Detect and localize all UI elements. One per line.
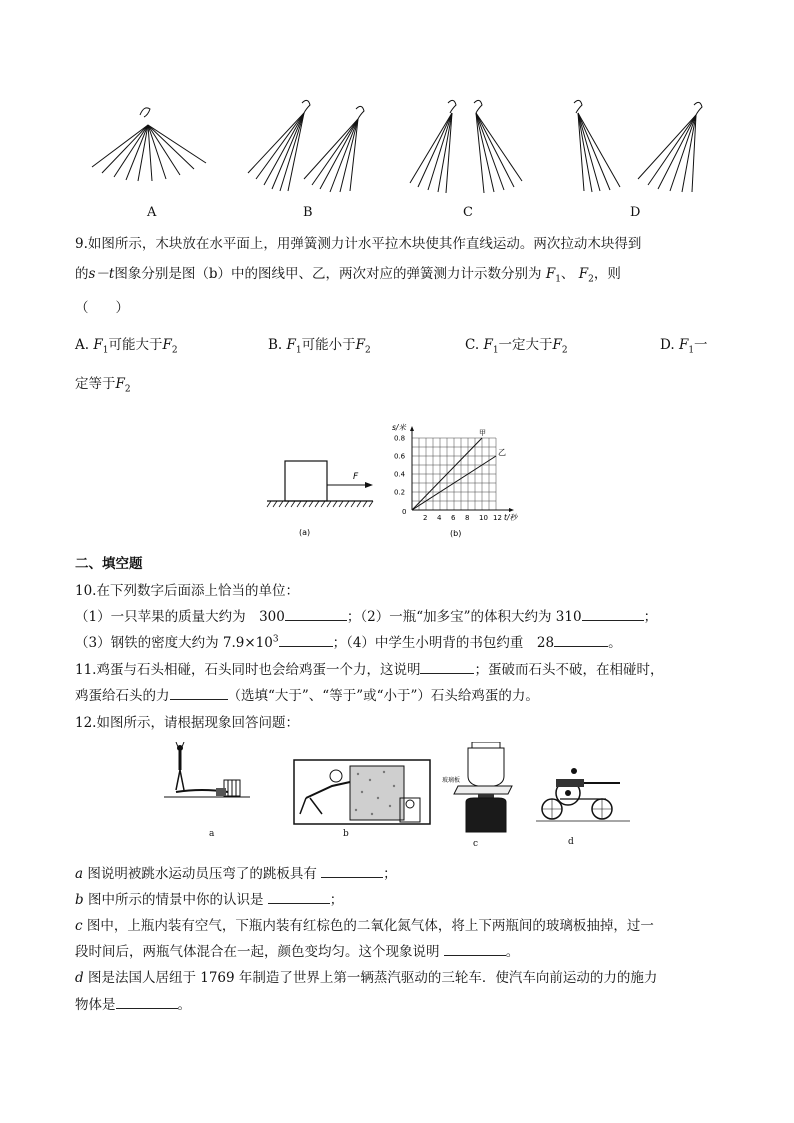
blank-q12-a[interactable] — [321, 863, 383, 878]
figure-label-a: A — [147, 205, 157, 220]
q12-c-line2: 段时间后，两瓶气体混合在一起，颜色变均匀。这个现象说明 。 — [75, 940, 519, 960]
y-tick-label: 0.6 — [394, 452, 406, 461]
force-label: F — [353, 472, 359, 482]
y-tick-label: 0.8 — [394, 434, 406, 443]
x-tick-label: 2 — [423, 514, 428, 522]
q11-line1: 11.鸡蛋与石头相碰，石头同时也会给鸡蛋一个力，这说明 ；蛋破而石头不破，在相碰时， — [75, 658, 663, 678]
blank-q12-b[interactable] — [268, 889, 330, 904]
y-axis-label: s/米 — [392, 423, 406, 432]
origin-label: 0 — [402, 508, 407, 516]
x-tick-label: 12 — [493, 514, 502, 522]
x-tick-label: 6 — [451, 514, 456, 522]
q9-paren: （ ） — [75, 300, 129, 316]
q10-line1: （1）一只苹果的质量大约为 300 ；（2）一瓶“加多宝”的体积大约为 310 ； — [75, 605, 657, 625]
q10-title: 10.在下列数字后面添上恰当的单位： — [75, 583, 299, 599]
blank-q10-1[interactable] — [285, 606, 347, 621]
figure-d — [574, 100, 702, 192]
q9-option-d-cont: 定等于$F_2$ — [75, 376, 131, 395]
x-axis-arrow — [509, 508, 514, 512]
section-title-fill-blank: 二、填空题 — [75, 556, 143, 572]
x-tick-label: 4 — [437, 514, 442, 522]
q12-c-line1: c 图中，上瓶内装有空气，下瓶内装有红棕色的二氧化氮气体，将上下两瓶间的玻璃板抽掉，过一 — [75, 918, 654, 934]
q9-option-c[interactable]: C. $F_1$一定大于$F_2$ — [465, 337, 568, 356]
st-graph — [370, 418, 530, 543]
q9-option-d[interactable]: D. $F_1$一 — [660, 337, 708, 356]
q12-caption-c: c — [473, 839, 479, 849]
series-label-jia: 甲 — [479, 429, 486, 437]
q12-title: 12.如图所示，请根据现象回答问题： — [75, 715, 299, 731]
q12-caption-d: d — [568, 837, 574, 847]
q12-d-line1: d 图是法国人居纽于 1769 年制造了世界上第一辆蒸汽驱动的三轮车．使汽车向前运动的力的施力 — [75, 970, 658, 986]
figure-label-d: D — [630, 205, 641, 220]
y-tick-label: 0.2 — [394, 488, 406, 497]
blank-q11-1[interactable] — [420, 659, 474, 674]
x-tick-label: 8 — [465, 514, 470, 522]
figure-pushing-wall — [292, 758, 432, 826]
figure-a — [92, 108, 206, 181]
glass-plate-label: 玻璃板 — [442, 777, 461, 784]
blank-q12-d[interactable] — [116, 994, 178, 1009]
blank-q10-4[interactable] — [554, 632, 608, 647]
q12-caption-a: a — [209, 829, 215, 839]
q12-d-line2: 物体是 。 — [75, 993, 191, 1013]
figure-two-bottles — [440, 742, 530, 838]
q9-option-a[interactable]: A. $F_1$可能大于$F_2$ — [75, 337, 178, 356]
q10-line2: （3）钢铁的密度大约为 $7.9\times 10^3$ ；（4）中学生小明背的书包约重 28 。 — [75, 631, 622, 651]
q12-b: b 图中所示的情景中你的认识是 ； — [75, 888, 343, 908]
series-label-yi: 乙 — [498, 448, 506, 457]
graph-grid — [412, 438, 496, 510]
caption-a: (a) — [299, 528, 311, 537]
blank-q11-2[interactable] — [170, 685, 228, 700]
q9-line2: 的s－t图象分别是图（b）中的图线甲、乙，两次对应的弹簧测力计示数分别为 $F_1$、 $F_2$，则 — [75, 266, 621, 285]
q9-option-b[interactable]: B. $F_1$可能小于$F_2$ — [268, 337, 371, 356]
blank-q10-3[interactable] — [279, 632, 333, 647]
graph-ticks — [394, 435, 502, 523]
q12-a: a 图说明被跳水运动员压弯了的跳板具有 ； — [75, 862, 397, 882]
figure-label-b: B — [303, 205, 313, 220]
x-tick-label: 10 — [479, 514, 488, 522]
figure-c — [410, 100, 522, 193]
figure-diver — [162, 742, 252, 822]
figure-label-c: C — [463, 205, 473, 220]
blank-q12-c[interactable] — [444, 941, 506, 956]
q12-caption-b: b — [343, 829, 349, 839]
x-axis-label: t/秒 — [504, 513, 517, 522]
caption-b: (b) — [450, 529, 462, 538]
y-tick-label: 0.4 — [394, 470, 406, 479]
figure-block-a — [265, 455, 380, 545]
blank-q10-2[interactable] — [582, 606, 644, 621]
figure-steam-tricycle — [536, 765, 631, 825]
spray-figures — [80, 95, 740, 205]
q11-line2: 鸡蛋给石头的力 （选填“大于”、“等于”或“小于”）石头给鸡蛋的力。 — [75, 684, 539, 704]
figure-b — [248, 100, 364, 192]
q9-line1: 9.如图所示，木块放在水平面上，用弹簧测力计水平拉木块使其作直线运动。两次拉动木块得到 — [75, 236, 642, 252]
y-axis-arrow — [410, 426, 414, 431]
